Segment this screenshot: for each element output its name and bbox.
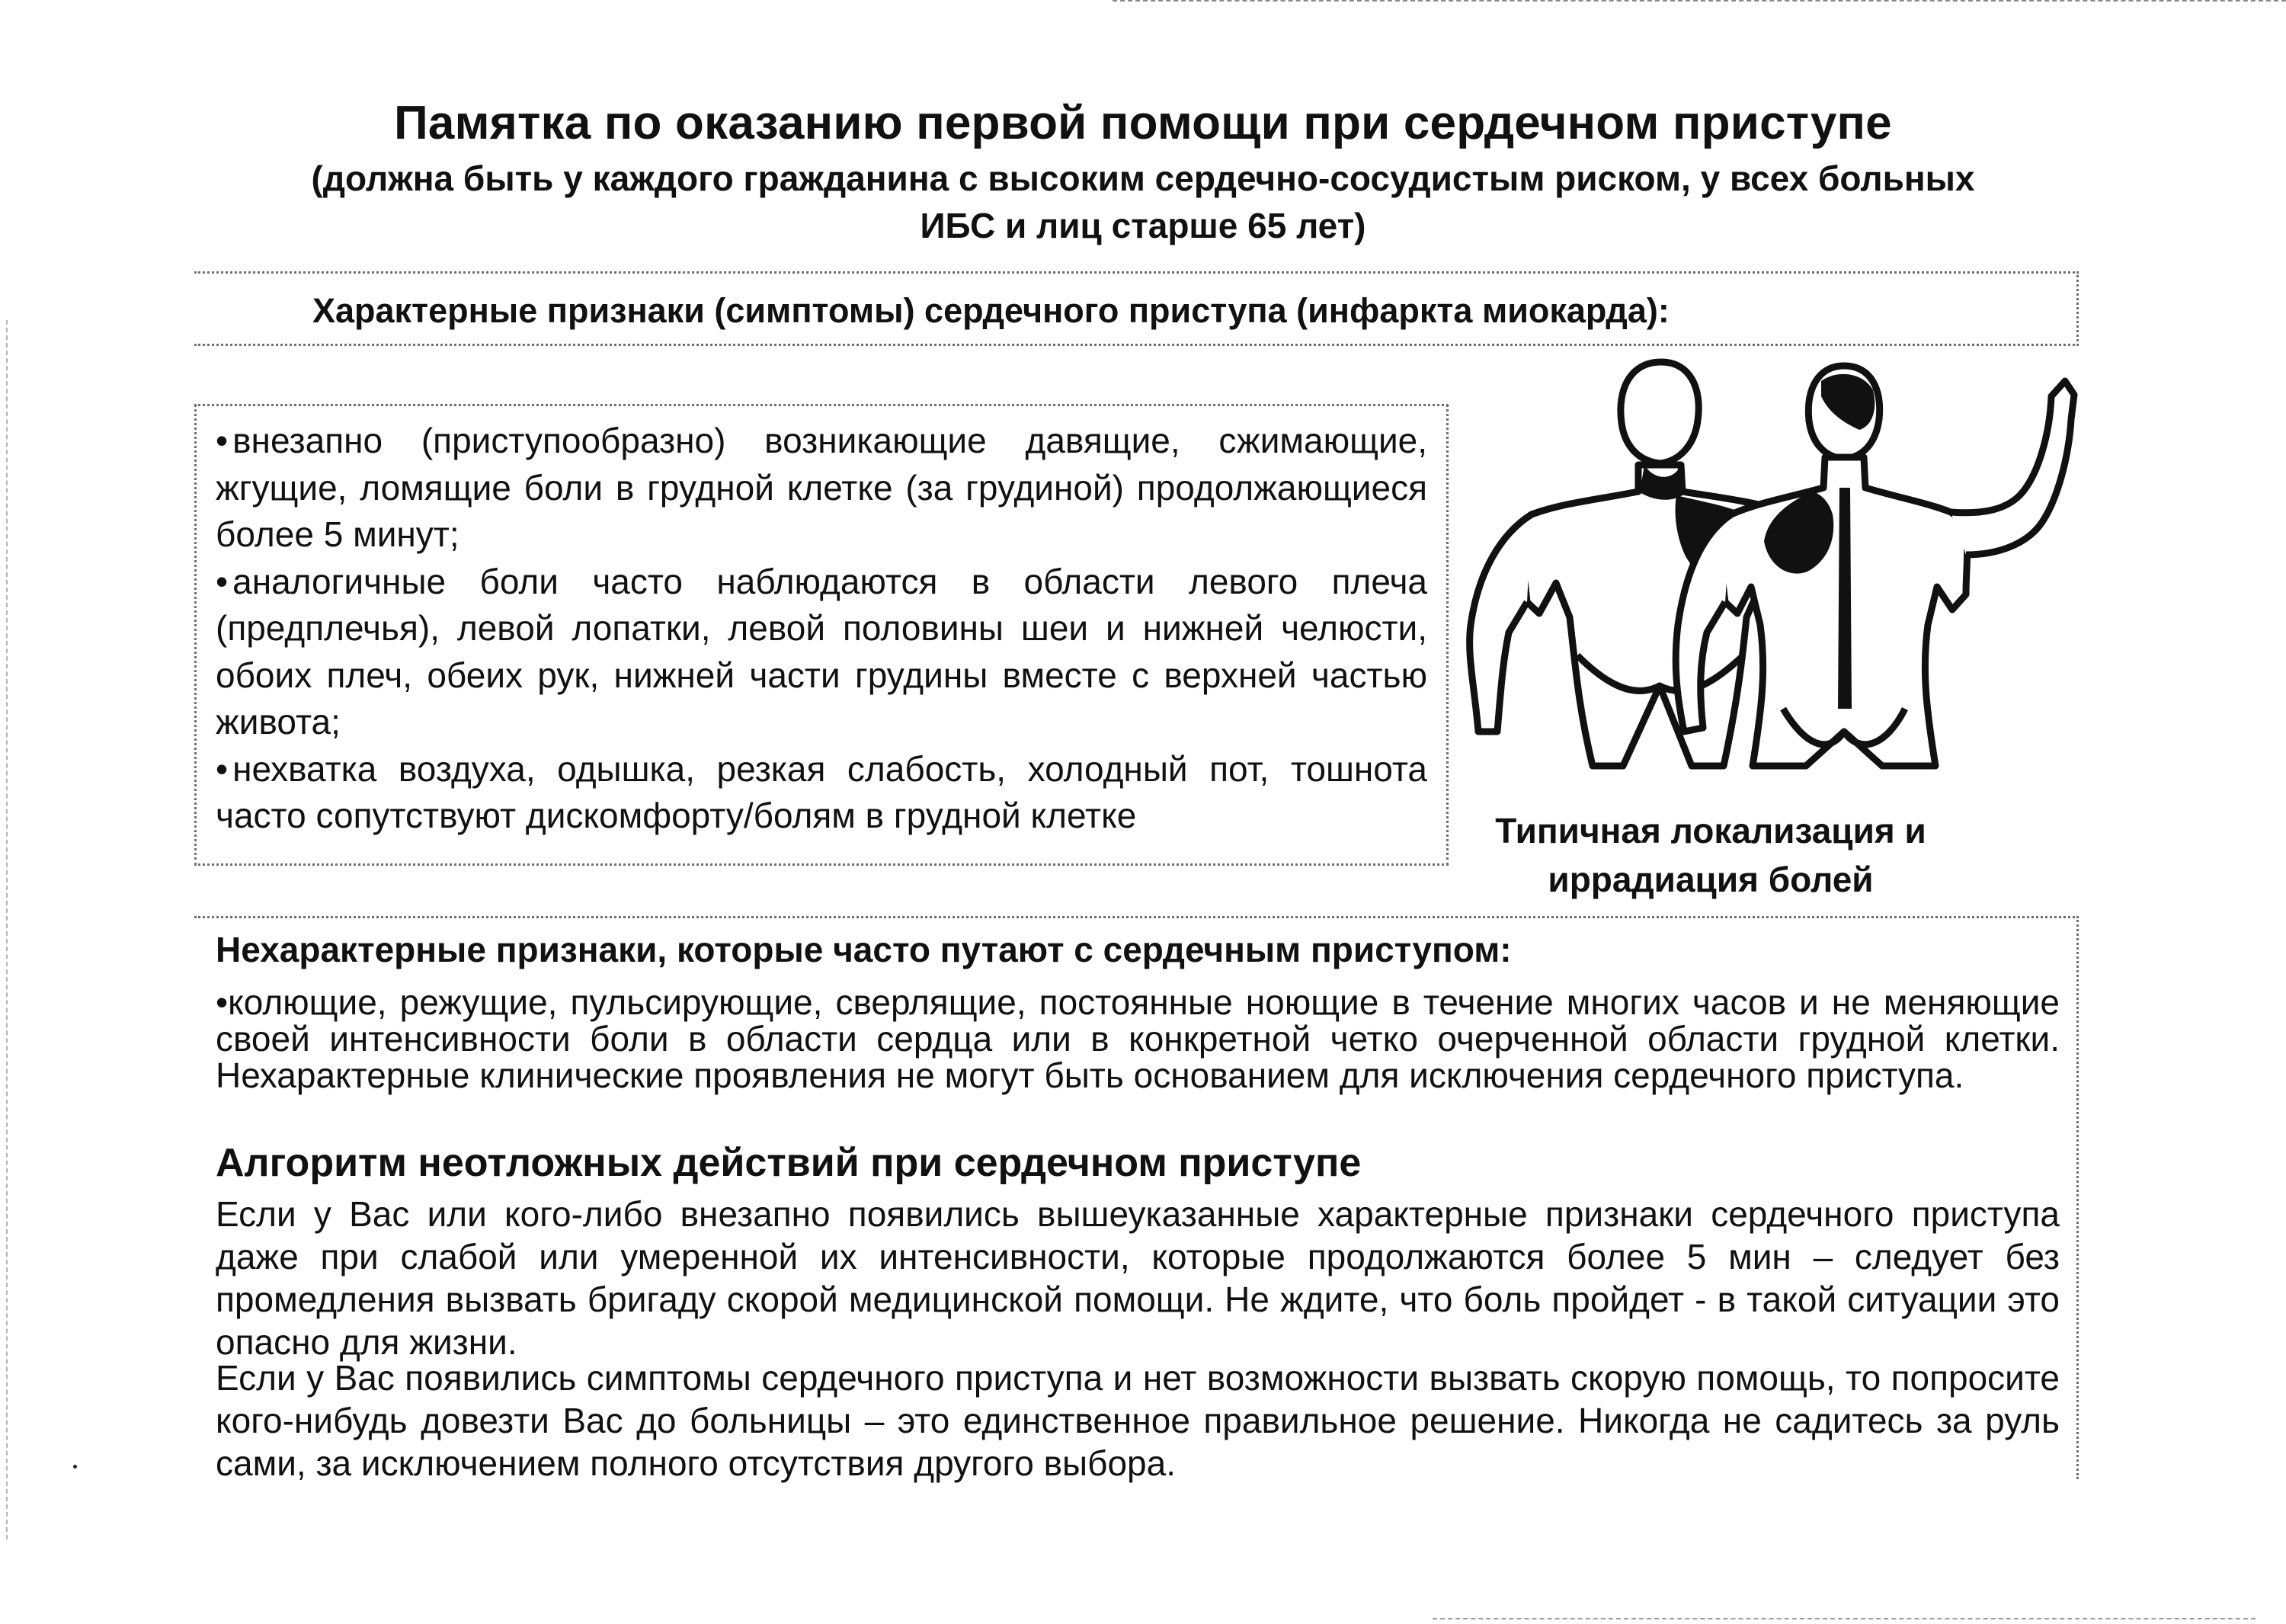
- bullet: •: [216, 421, 229, 460]
- bullet: •: [216, 748, 229, 789]
- list-item: [216, 746, 1427, 840]
- back-spine-shading: [1838, 488, 1852, 709]
- symptom-text: аналогичные боли часто наблюдаются в области левого плеча (предплечья), левой лопатки, левой половины шеи и нижней челюсти, обоих плеч, обеих рук, нижней части грудины вместе с верхней частью живота;: [216, 561, 1427, 742]
- typical-symptoms-list: [216, 418, 1427, 840]
- body-figures-illustration: [1448, 351, 2088, 777]
- list-item: [216, 418, 1427, 559]
- atypical-text: •колющие, режущие, пульсирующие, сверлящие, постоянные ноющие в течение многих часов и не меняющие своей интенсивности боли в области сердца или в конкретной четко очерченной области грудной клетки. Нехарактерные клинические проявления не могут быть основанием для исключения сердечного приступа.: [216, 982, 2060, 1095]
- pain-radiation-figure: [1448, 351, 2088, 777]
- symptom-text: нехватка воздуха, одышка, резкая слабость, холодный пот, тошнота часто сопутствуют дискомфорту/болям в грудной клетке: [216, 748, 1427, 835]
- front-left-arm: [1470, 514, 1532, 732]
- page-title: Памятка по оказанию первой помощи при сердечном приступе: [394, 97, 1892, 149]
- algorithm-paragraph-1: Если у Вас или кого-либо внезапно появились вышеуказанные характерные признаки сердечного приступа даже при слабой или умеренной их интенсивности, которые продолжаются более 5 мин – следует без промедления вызвать бригаду скорой медицинской помощи. Не ждите, что боль пройдет - в такой ситуации это опасно для жизни.: [216, 1194, 2060, 1362]
- algorithm-paragraph-2: Если у Вас появились симптомы сердечного приступа и нет возможности вызвать скорую помощь, то попросите кого-нибудь довезти Вас до больницы – это единственное правильное решение. Никогда не садитесь за руль сами, за исключением полного отсутствия другого выбора.: [216, 1358, 2060, 1483]
- algorithm-heading: Алгоритм неотложных действий при сердечном приступе: [216, 1141, 1362, 1185]
- symptom-text: внезапно (приступообразно) возникающие давящие, сжимающие, жгущие, ломящие боли в грудной клетке (за грудиной) продолжающиеся более 5 минут;: [216, 421, 1427, 554]
- scan-edge-bottom: [1433, 1618, 2256, 1621]
- scan-speck: [73, 1465, 77, 1469]
- back-raised-arm: [1951, 381, 2074, 555]
- list-item: [216, 559, 1427, 746]
- figure-caption: Типичная локализация и иррадиация болей: [1495, 811, 1926, 899]
- typical-heading: Характерные признаки (симптомы) сердечного приступа (инфаркта миокарда):: [312, 291, 1670, 330]
- scan-edge-left: [6, 320, 9, 1539]
- atypical-heading: Нехарактерные признаки, которые часто путают с сердечным приступом:: [216, 930, 1512, 969]
- front-head: [1621, 362, 1698, 463]
- page-subtitle: (должна быть у каждого гражданина с высоким сердечно-сосудистым риском, у всех больных ИБС и лиц старше 65 лет): [311, 159, 1975, 245]
- bullet: •: [216, 561, 229, 601]
- scan-edge-top: [1113, 0, 2286, 3]
